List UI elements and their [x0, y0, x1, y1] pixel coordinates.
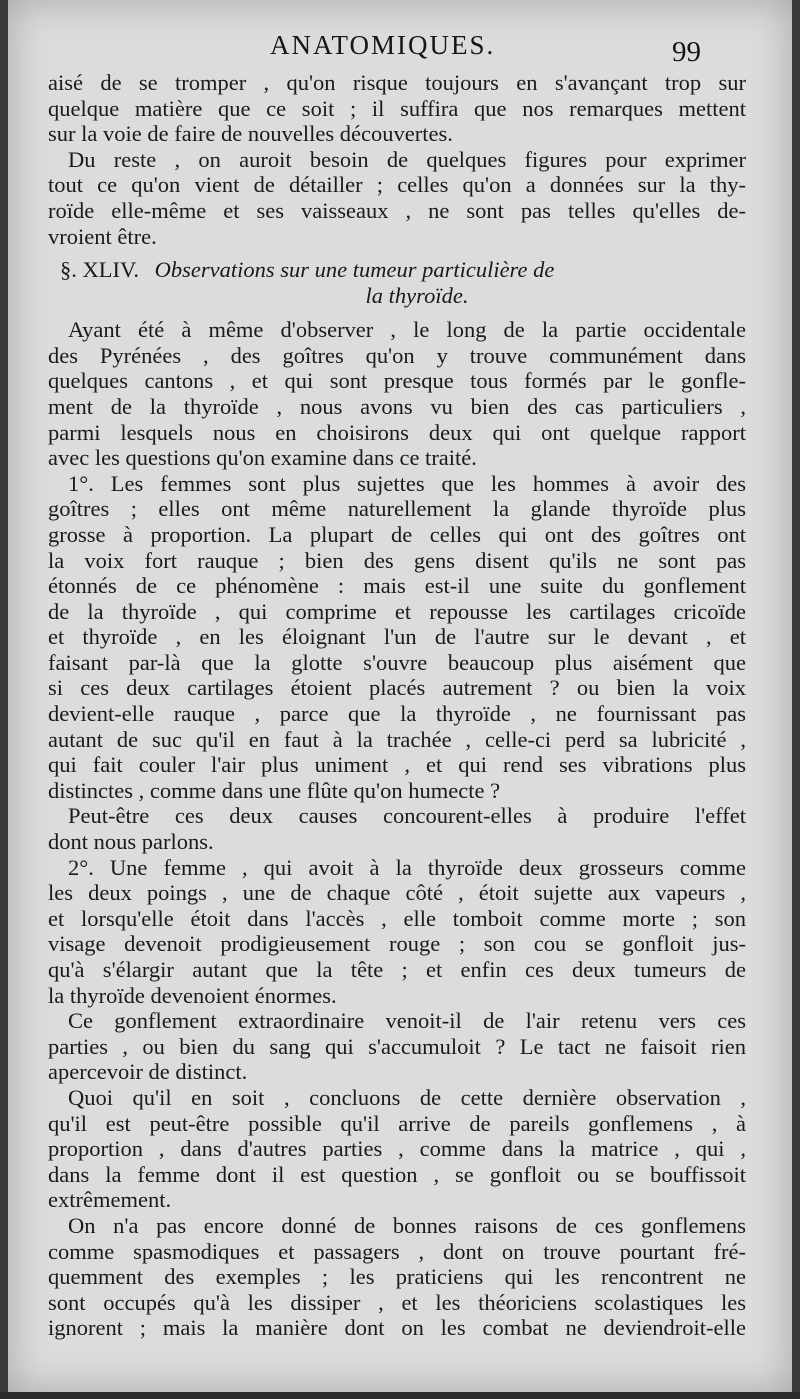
text-line: parmi lesquels nous en choisirons deux qui ont quelque rapport — [48, 419, 746, 445]
paragraph — [48, 317, 746, 471]
text-line: devient-elle rauque , parce que la thyroïde , ne fournissant pas — [48, 701, 746, 727]
text-line: Peut-être ces deux causes concourent-elles à produire l'effet — [68, 803, 746, 829]
text-line: extrêmement. — [48, 1187, 172, 1213]
text-line: sur la voie de faire de nouvelles découvertes. — [48, 121, 453, 147]
text-line: comme spasmodiques et passagers , dont on trouve pourtant fré- — [48, 1238, 746, 1264]
text-line: grosse à proportion. La plupart de celles qui ont des goîtres ont — [48, 521, 746, 547]
text-line: Du reste , on auroit besoin de quelques figures pour exprimer — [68, 146, 746, 172]
text-line: dans la femme dont il est question , se gonfloit ou se bouffissoit — [48, 1161, 746, 1187]
text-line: quemment des exemples ; les praticiens qui les rencontrent ne — [48, 1264, 746, 1290]
section-number: §. XLIV. — [60, 257, 139, 283]
text-line: aisé de se tromper , qu'on risque toujours en s'avançant trop sur — [48, 70, 746, 95]
paragraph — [48, 1085, 746, 1213]
book-page — [8, 0, 792, 1392]
page-header — [8, 30, 792, 70]
text-line: qu'il est peut-être possible qu'il arrive de pareils gonflemens , à — [48, 1110, 746, 1136]
text-line: 1°. Les femmes sont plus sujettes que les hommes à avoir des — [68, 470, 746, 496]
section-title-line-2: la thyroïde. — [365, 283, 469, 309]
paragraph — [48, 471, 746, 804]
text-line: avec les questions qu'on examine dans ce traité. — [48, 445, 477, 471]
running-title: ANATOMIQUES. — [270, 30, 496, 60]
section-heading — [48, 257, 746, 309]
text-line: des Pyrénées , des goîtres qu'on y trouve communément dans — [48, 342, 746, 368]
section-title-line-1: Observations sur une tumeur particulière de — [154, 257, 555, 283]
text-line: Quoi qu'il en soit , concluons de cette dernière observation , — [68, 1084, 746, 1110]
text-line: ignorent ; mais la manière dont on les combat ne deviendroit-elle — [48, 1315, 746, 1341]
text-line: de la thyroïde , qui comprime et repousse les cartilages cricoïde — [48, 598, 746, 624]
text-line: vroient être. — [48, 223, 157, 249]
text-line: et lorsqu'elle étoit dans l'accès , elle tomboit comme morte ; son — [48, 905, 746, 931]
text-line: goîtres ; elles ont même naturellement la glande thyroïde plus — [48, 496, 746, 522]
text-line: étonnés de ce phénomène : mais est-il une suite du gonflement — [48, 573, 746, 599]
paragraph — [48, 1008, 746, 1085]
scan-edge — [0, 1392, 800, 1399]
text-line: roïde elle-même et ses vaisseaux , ne sont pas telles qu'elles de- — [48, 197, 746, 223]
page-number: 99 — [672, 36, 701, 68]
page-body — [48, 70, 746, 1341]
paragraph — [48, 855, 746, 1009]
text-line: autant de suc qu'il en faut à la trachée , celle-ci perd sa lubricité , — [48, 726, 746, 752]
text-line: 2°. Une femme , qui avoit à la thyroïde deux grosseurs comme — [68, 854, 746, 880]
text-line: quelque matière que ce soit ; il suffira que nos remarques mettent — [48, 95, 746, 121]
text-line: qui fait couler l'air plus uniment , et qui rend ses vibrations plus — [48, 752, 746, 778]
text-line: tout ce qu'on vient de détailler ; celles qu'on a données sur la thy- — [48, 172, 746, 198]
paragraph — [48, 70, 746, 147]
text-line: distinctes , comme dans une flûte qu'on humecte ? — [48, 777, 501, 803]
text-line: faisant par-là que la glotte s'ouvre beaucoup plus aisément que — [48, 649, 746, 675]
text-line: parties , ou bien du sang qui s'accumuloit ? Le tact ne faisoit rien — [48, 1033, 746, 1059]
text-line: On n'a pas encore donné de bonnes raisons de ces gonflemens — [68, 1212, 746, 1238]
text-line: sont occupés qu'à les dissiper , et les théoriciens scolastiques les — [48, 1289, 746, 1315]
text-line: la voix fort rauque ; bien des gens disent qu'ils ne sont pas — [48, 547, 746, 573]
paragraph — [48, 803, 746, 854]
text-line: la thyroïde devenoient énormes. — [48, 982, 337, 1008]
text-line: ment de la thyroïde , nous avons vu bien des cas particuliers , — [48, 393, 746, 419]
text-line: dont nous parlons. — [48, 829, 214, 855]
text-line: Ce gonflement extraordinaire venoit-il de l'air retenu vers ces — [68, 1008, 746, 1034]
text-line: visage devenoit prodigieusement rouge ; son cou se gonfloit jus- — [48, 931, 746, 957]
text-line: quelques cantons , et qui sont presque tous formés par le gonfle- — [48, 368, 746, 394]
text-line: les deux poings , une de chaque côté , étoit sujette aux vapeurs , — [48, 880, 746, 906]
paragraph — [48, 1213, 746, 1341]
text-line: et thyroïde , en les éloignant l'un de l'autre sur le devant , et — [48, 624, 746, 650]
text-line: qu'à s'élargir autant que la tête ; et enfin ces deux tumeurs de — [48, 957, 746, 982]
text-line: apercevoir de distinct. — [48, 1059, 248, 1085]
text-line: Ayant été à même d'observer , le long de la partie occidentale — [68, 317, 746, 343]
text-line: si ces deux cartilages étoient placés autrement ? ou bien la voix — [48, 675, 746, 701]
paragraph — [48, 147, 746, 249]
text-line: proportion , dans d'autres parties , comme dans la matrice , qui , — [48, 1136, 746, 1162]
